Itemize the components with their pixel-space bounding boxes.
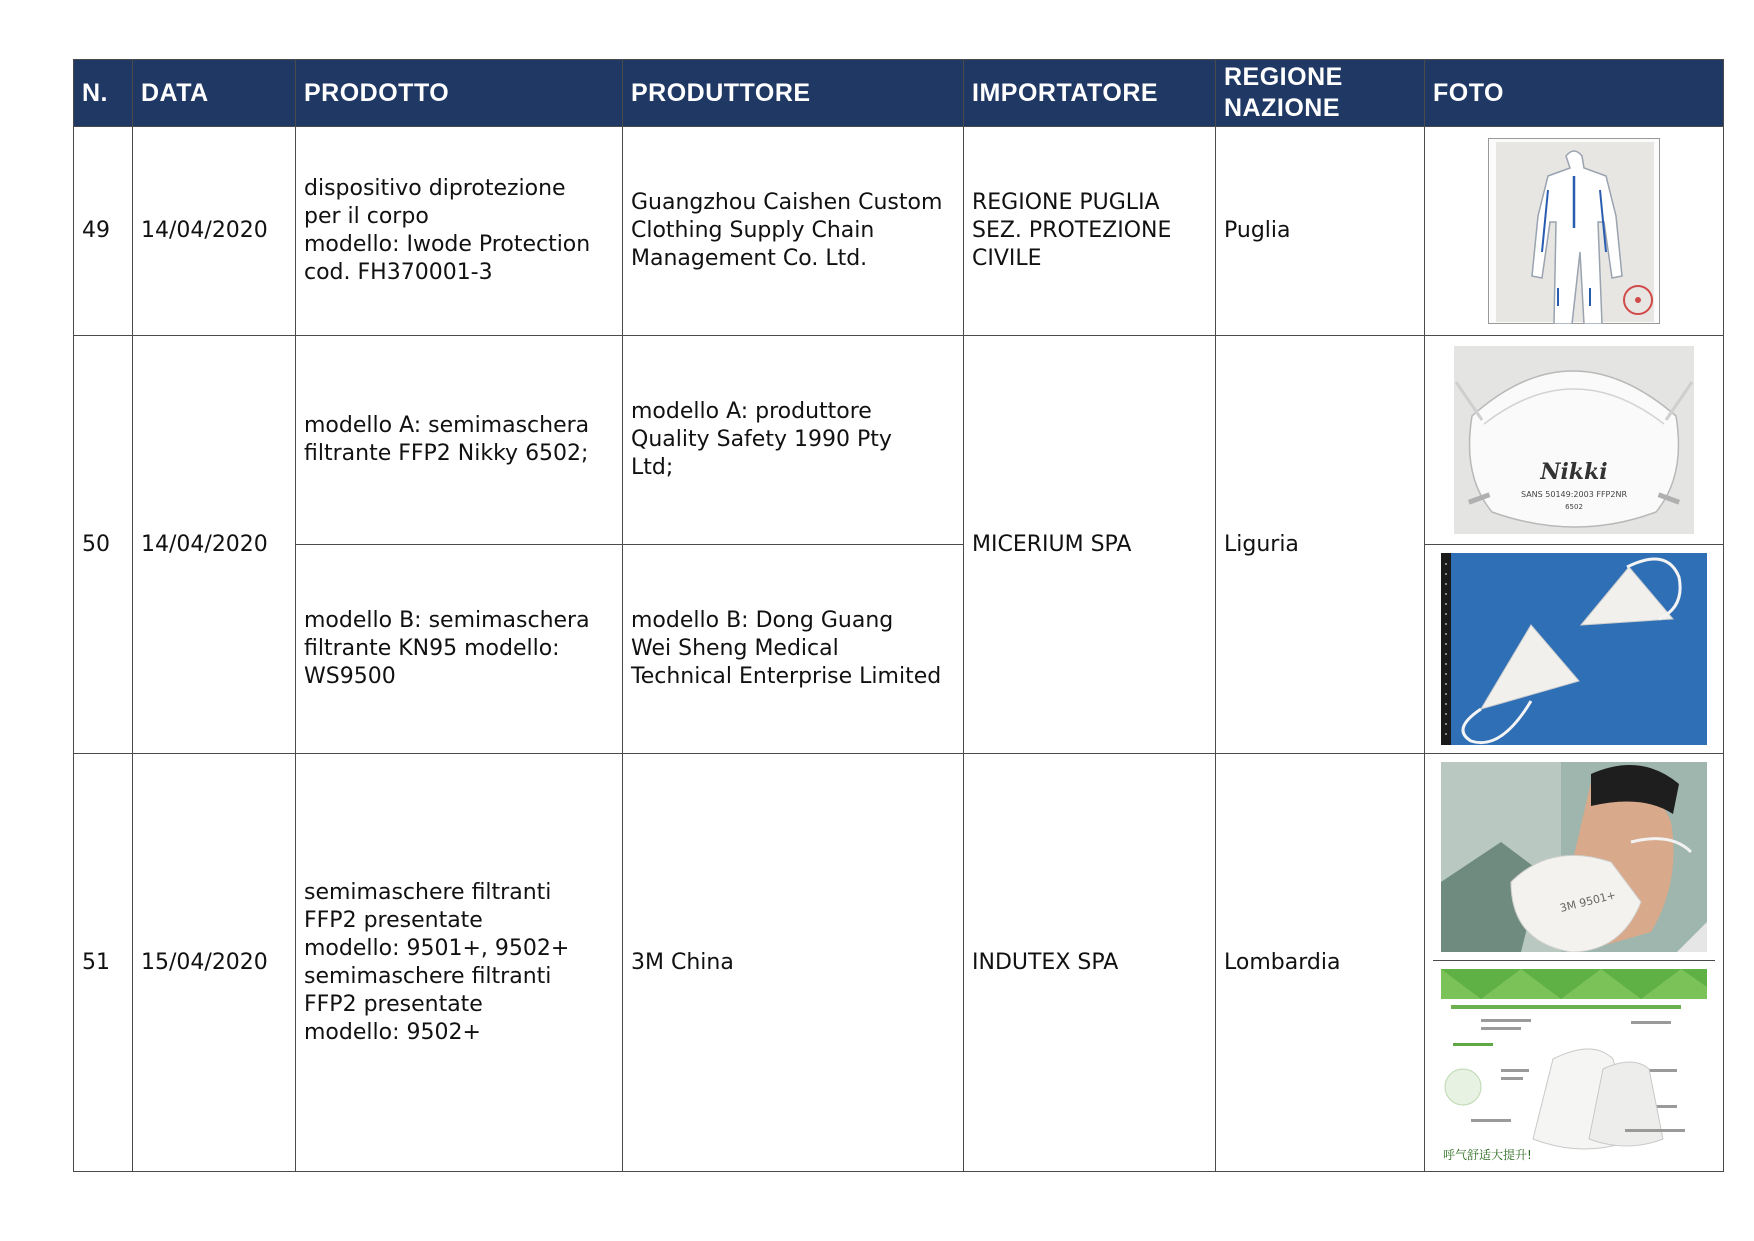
col-header-n: N. bbox=[74, 60, 133, 127]
cell-prodotto-a: modello A: semimaschera filtrante FFP2 Nikky 6502; bbox=[296, 336, 623, 545]
col-header-foto: FOTO bbox=[1425, 60, 1724, 127]
cell-n: 50 bbox=[74, 336, 133, 754]
flyer-slogan-text: 呼气舒适大提升! bbox=[1443, 1148, 1532, 1162]
products-table bbox=[73, 59, 1724, 1172]
cell-prodotto: semimaschere filtranti FFP2 presentate modello: 9501+, 9502+ semimaschere filtranti FFP2 presentate modello: 9502+ bbox=[296, 754, 623, 1172]
photo-divider bbox=[1433, 960, 1715, 961]
nikki-std-text: SANS 50149:2003 FFP2NR bbox=[1520, 490, 1628, 499]
man-mask-photo bbox=[1441, 762, 1707, 952]
cell-produttore: 3M China bbox=[623, 754, 964, 1172]
cell-foto bbox=[1425, 336, 1724, 545]
cell-importatore: REGIONE PUGLIA SEZ. PROTEZIONE CIVILE bbox=[964, 127, 1216, 336]
cell-prodotto: dispositivo diprotezione per il corpo modello: Iwode Protection cod. FH370001-3 bbox=[296, 127, 623, 336]
table-row bbox=[74, 754, 1724, 1172]
kn95-mask-photo bbox=[1441, 553, 1707, 745]
cell-foto bbox=[1425, 754, 1724, 1172]
col-header-regione: REGIONE NAZIONE bbox=[1216, 60, 1425, 127]
table-row bbox=[74, 545, 1724, 754]
cell-n: 51 bbox=[74, 754, 133, 1172]
table-row bbox=[74, 127, 1724, 336]
cell-importatore: INDUTEX SPA bbox=[964, 754, 1216, 1172]
cell-produttore: Guangzhou Caishen Custom Clothing Supply Chain Management Co. Ltd. bbox=[623, 127, 964, 336]
cell-regione: Lombardia bbox=[1216, 754, 1425, 1172]
header-row bbox=[74, 60, 1724, 127]
cell-foto bbox=[1425, 127, 1724, 336]
cell-foto bbox=[1425, 545, 1724, 754]
cell-prodotto-b: modello B: semimaschera filtrante KN95 modello: WS9500 bbox=[296, 545, 623, 754]
cell-produttore-b: modello B: Dong Guang Wei Sheng Medical Technical Enterprise Limited bbox=[623, 545, 964, 754]
spec-flyer-photo bbox=[1441, 969, 1707, 1165]
col-header-produttore: PRODUTTORE bbox=[623, 60, 964, 127]
cell-regione: Liguria bbox=[1216, 336, 1425, 754]
col-header-data: DATA bbox=[133, 60, 296, 127]
mask-print-text: 3M 9501+ bbox=[1558, 888, 1618, 915]
col-header-prodotto: PRODOTTO bbox=[296, 60, 623, 127]
cell-data: 14/04/2020 bbox=[133, 127, 296, 336]
coverall-photo bbox=[1488, 138, 1660, 324]
cell-produttore-a: modello A: produttore Quality Safety 1990 Pty Ltd; bbox=[623, 336, 964, 545]
cell-importatore: MICERIUM SPA bbox=[964, 336, 1216, 754]
cell-regione: Puglia bbox=[1216, 127, 1425, 336]
cell-data: 15/04/2020 bbox=[133, 754, 296, 1172]
nikki-mask-photo bbox=[1454, 346, 1694, 534]
nikki-brand-text: Nikki bbox=[1540, 459, 1608, 485]
col-header-importatore: IMPORTATORE bbox=[964, 60, 1216, 127]
nikki-model-text: 6502 bbox=[1565, 503, 1583, 511]
cell-n: 49 bbox=[74, 127, 133, 336]
table-row bbox=[74, 336, 1724, 545]
cell-data: 14/04/2020 bbox=[133, 336, 296, 754]
